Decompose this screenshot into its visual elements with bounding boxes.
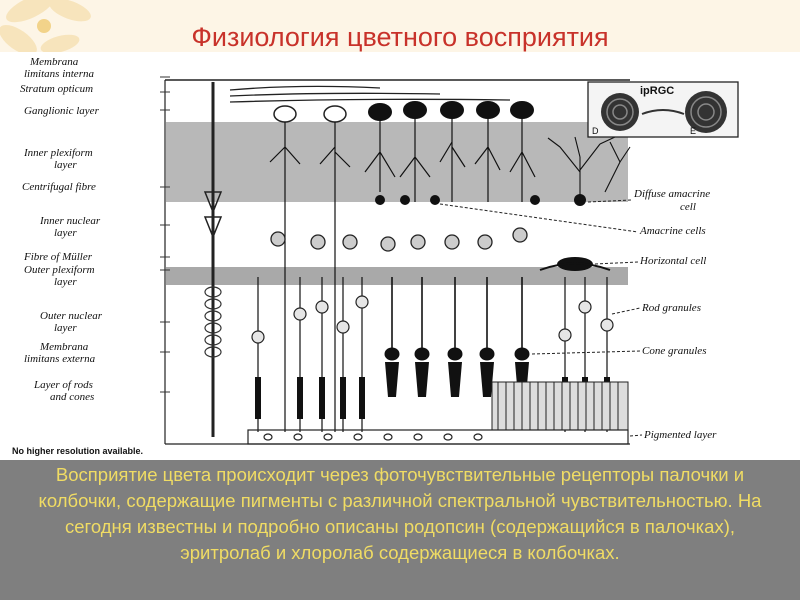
label-rod-granules: Rod granules xyxy=(642,302,701,314)
inset-letter-e: E xyxy=(690,126,697,136)
slide-caption: Восприятие цвета происходит через фоточувствительные рецепторы палочки и колбочки, содержащие пигменты с различной спектральной чувствительностью. На сегодня известны и подробно описаны родопсин (содержащийся в палочках), эритролаб и хлоролаб содержащиеся в колбочках. xyxy=(38,464,762,563)
label-inner-nuclear: Inner nuclear xyxy=(40,215,101,227)
label-limitans-interna: limitans interna xyxy=(24,68,94,80)
label-outer-plexiform: Outer plexiform xyxy=(24,264,95,276)
label-limitans-externa: limitans externa xyxy=(24,353,96,365)
label-outer-nuclear: Outer nuclear xyxy=(40,310,103,322)
label-centrifugal-fibre: Centrifugal fibre xyxy=(22,181,96,193)
retina-diagram xyxy=(0,52,800,462)
outer-plexiform-band xyxy=(166,267,628,285)
label-membrana-2: Membrana xyxy=(40,341,89,353)
label-amacrine-cells: Amacrine cells xyxy=(640,225,706,237)
label-horizontal-cell: Horizontal cell xyxy=(640,255,707,267)
slide-title: Физиология цветного восприятия xyxy=(191,22,609,52)
label-outer-nuclear-layer: layer xyxy=(54,322,77,334)
label-inner-plexiform-layer: layer xyxy=(54,159,77,171)
label-diffuse-amacrine-cell: cell xyxy=(680,201,696,213)
pigmented-layer xyxy=(492,382,628,430)
label-membrana-1: Membrana xyxy=(30,56,79,68)
label-cone-granules: Cone granules xyxy=(642,345,707,357)
inner-plexiform-band xyxy=(166,122,628,202)
inset-letter-d: D xyxy=(592,126,599,136)
label-stratum-opticum: Stratum opticum xyxy=(20,83,94,95)
label-and-cones: and cones xyxy=(50,391,95,403)
label-fibre-of-muller: Fibre of Müller xyxy=(24,251,93,263)
label-diffuse-amacrine: Diffuse amacrine xyxy=(634,188,711,200)
label-ganglionic-layer: Ganglionic layer xyxy=(24,105,99,117)
label-inner-plexiform: Inner plexiform xyxy=(24,147,93,159)
label-outer-plexiform-layer: layer xyxy=(54,276,77,288)
label-inner-nuclear-layer: layer xyxy=(54,227,77,239)
label-layer-of-rods: Layer of rods xyxy=(34,379,93,391)
label-pigmented-layer: Pigmented layer xyxy=(644,429,717,441)
iprgc-label: ipRGC xyxy=(640,85,675,97)
resolution-note: No higher resolution available. xyxy=(12,446,144,456)
